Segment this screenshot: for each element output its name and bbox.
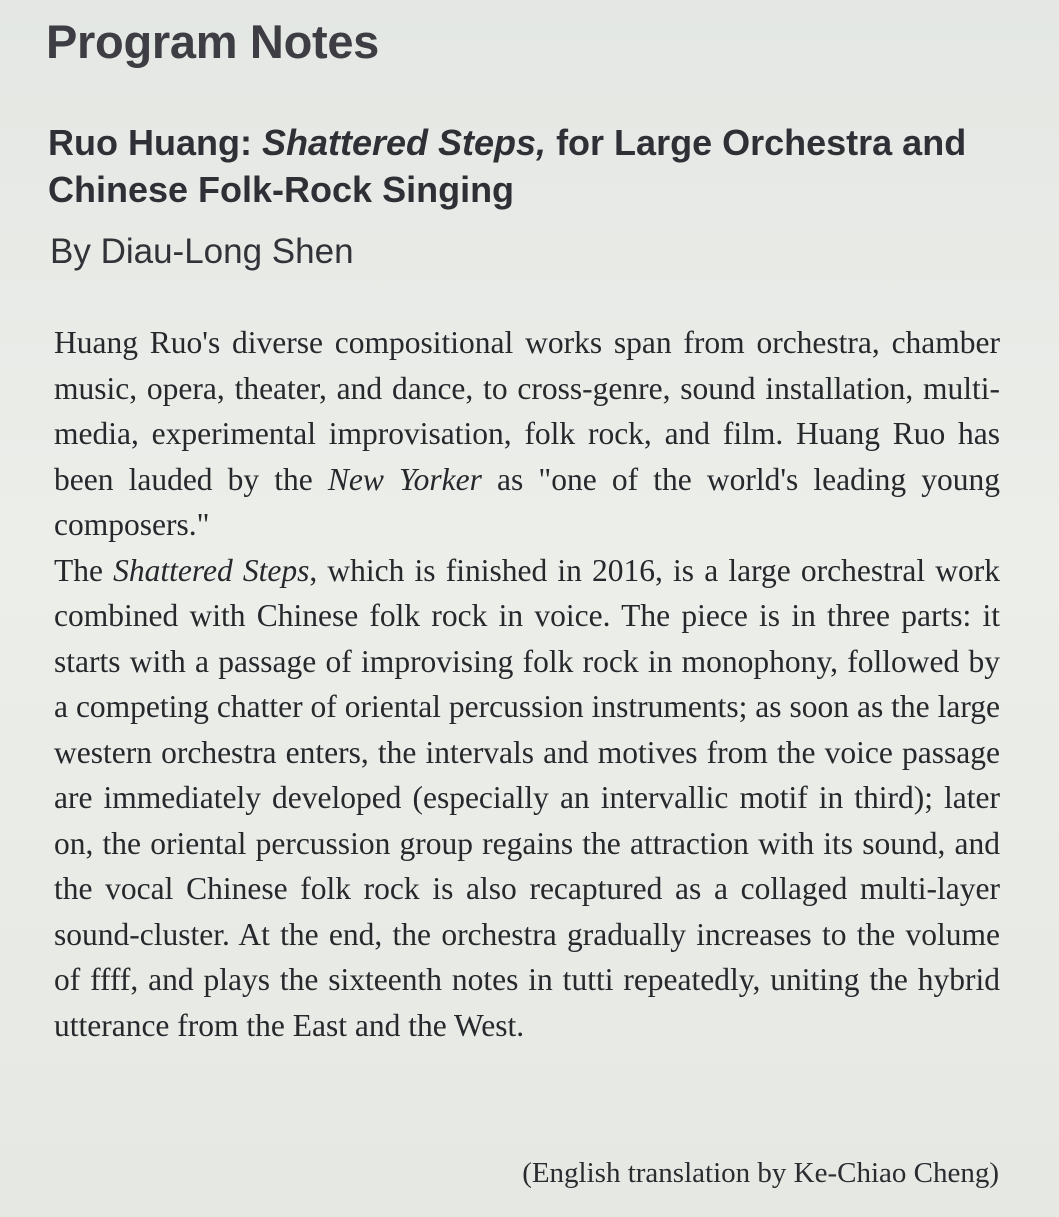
paragraph-intro (54, 320, 1000, 548)
work-title: Shattered Steps, (261, 122, 547, 163)
paragraph-description (54, 548, 1000, 1049)
paragraph-description-text-b: , which is finished in 2016, is a large orchestral work combined with Chinese folk rock in voice. The piece is in three parts: it starts with a passage of improvising folk rock in monophony, followed by a competing chatter of oriental percussion instruments; as soon as the large western orchestra enters, the intervals and motives from the voice passage are immediately developed (especially an intervallic motif in third); later on, the oriental percussion group regains the attraction with its sound, and the vocal Chinese folk rock is also recaptured as a collaged multi-layer sound-cluster. At the end, the orchestra gradually increases to the volume of ffff, and plays the sixteenth notes in tutti repeatedly, uniting the hybrid utterance from the East and the West. (54, 552, 1000, 1043)
article-body (54, 320, 1000, 1048)
publication-name: New Yorker (327, 461, 482, 497)
piece-heading (48, 119, 1028, 213)
composer-name: Ruo Huang: (48, 122, 262, 163)
translation-credit: (English translation by Ke-Chiao Cheng) (522, 1157, 999, 1189)
author-byline: By Diau-Long Shen (50, 232, 354, 271)
work-title-inline: Shattered Steps (113, 552, 310, 588)
paragraph-description-text-a: The (54, 552, 114, 588)
paragraph-intro-text-b: as "one of the world's leading young composers." (54, 461, 1000, 542)
paragraph-intro-text-a: Huang Ruo's diverse compositional works span from orchestra, chamber music, opera, theater, and dance, to cross-genre, sound installation, multi-media, experimental improvisation, folk rock, and film. Huang Ruo has been lauded by the (54, 325, 1000, 497)
page-title: Program Notes (46, 15, 380, 68)
work-description: for Large Orchestra and Chinese Folk-Rock Singing (48, 122, 967, 210)
